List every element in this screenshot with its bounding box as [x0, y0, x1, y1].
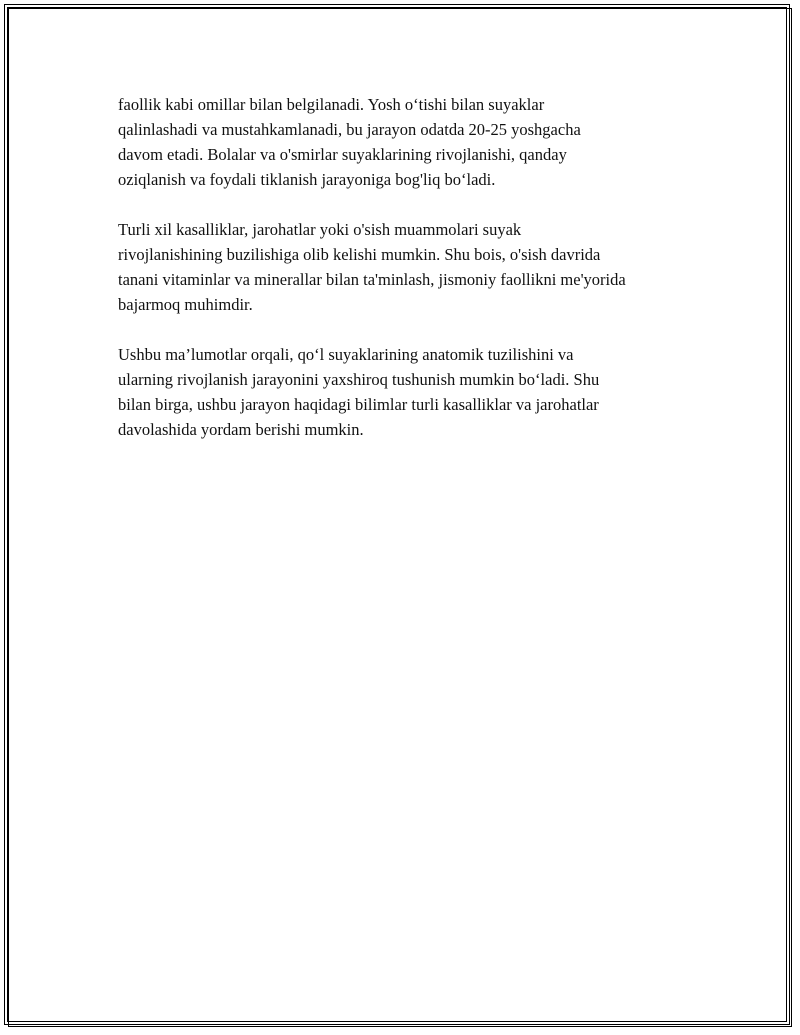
text-line: bajarmoq muhimdir.: [118, 295, 253, 314]
text-line: rivojlanishining buzilishiga olib kelishi mumkin. Shu bois, o'sish davrida: [118, 245, 601, 264]
paragraph-3: [118, 342, 698, 442]
text-line: ularning rivojlanish jarayonini yaxshiroq tushunish mumkin bo‘ladi. Shu: [118, 370, 600, 389]
paragraph-1: [118, 92, 698, 192]
paragraph-2: [118, 217, 698, 317]
text-line: qalinlashadi va mustahkamlanadi, bu jarayon odatda 20-25 yoshgacha: [118, 120, 581, 139]
text-line: davom etadi. Bolalar va o'smirlar suyaklarining rivojlanishi, qanday: [118, 145, 567, 164]
text-line: Turli xil kasalliklar, jarohatlar yoki o'sish muammolari suyak: [118, 220, 522, 239]
text-line: tanani vitaminlar va minerallar bilan ta'minlash, jismoniy faollikni me'yorida: [118, 270, 626, 289]
text-line: davolashida yordam berishi mumkin.: [118, 420, 364, 439]
text-line: oziqlanish va foydali tiklanish jarayoniga bog'liq bo‘ladi.: [118, 170, 496, 189]
text-line: bilan birga, ushbu jarayon haqidagi bilimlar turli kasalliklar va jarohatlar: [118, 395, 599, 414]
text-line: Ushbu ma’lumotlar orqali, qo‘l suyaklarining anatomik tuzilishini va: [118, 345, 574, 364]
document-body: [118, 92, 698, 467]
text-line: faollik kabi omillar bilan belgilanadi. Yosh o‘tishi bilan suyaklar: [118, 95, 545, 114]
